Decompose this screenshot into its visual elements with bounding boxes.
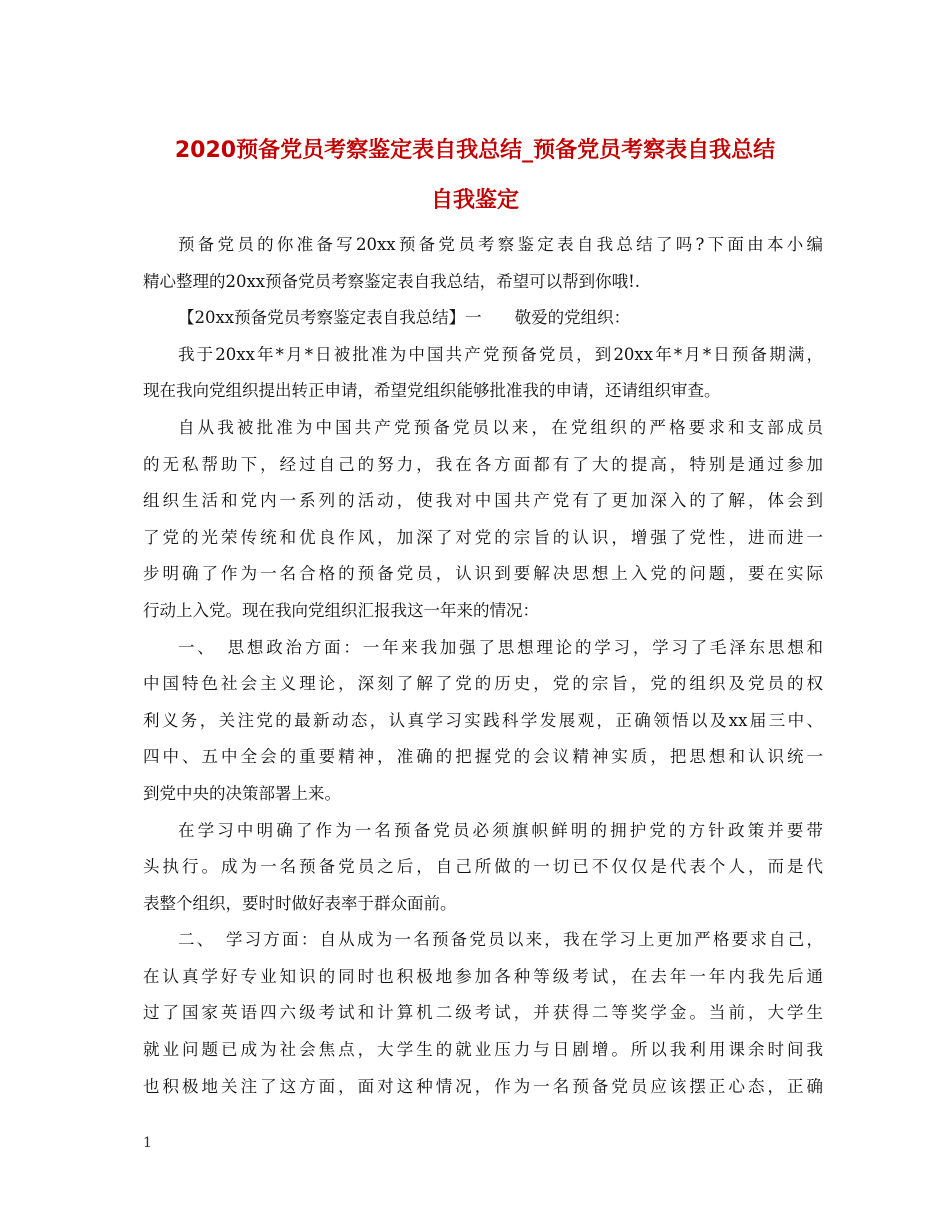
body-line: 预备党员的你准备写20xx预备党员考察鉴定表自我总结了吗?下面由本小编 — [178, 235, 823, 254]
body-line: 二、 学习方面：自从成为一名预备党员以来，我在学习上更加严格要求自己， — [178, 930, 823, 950]
body-line: 的无私帮助下，经过自己的努力，我在各方面都有了大的提高，特别是通过参加 — [143, 454, 823, 474]
body-line: 精心整理的20xx预备党员考察鉴定表自我总结，希望可以帮到你哦!. — [143, 271, 640, 291]
body-line: 利义务，关注党的最新动态，认真学习实践科学发展观，正确领悟以及xx届三中、 — [143, 710, 823, 730]
body-line: 也积极地关注了这方面，面对这种情况，作为一名预备党员应该摆正心态，正确 — [143, 1076, 823, 1096]
body-line: 了党的光荣传统和优良作风，加深了对党的宗旨的认识，增强了党性，进而进一 — [143, 527, 823, 547]
body-line: 表整个组织，要时时做好表率于群众面前。 — [143, 893, 457, 913]
body-line: 中国特色社会主义理论，深刻了解了党的历史，党的宗旨，党的组织及党员的权 — [143, 674, 823, 694]
body-line: 行动上入党。现在我向党组织汇报我这一年来的情况： — [143, 600, 539, 620]
page-number: 1 — [143, 1135, 152, 1151]
body-line: 组织生活和党内一系列的活动，使我对中国共产党有了更加深入的了解，体会到 — [143, 491, 823, 511]
document-title-line-2: 自我鉴定 — [430, 188, 519, 213]
body-line: 在学习中明确了作为一名预备党员必须旗帜鲜明的拥护党的方针政策并要带 — [178, 820, 823, 840]
body-line: 就业问题已成为社会焦点，大学生的就业压力与日剧增。所以我利用课余时间我 — [143, 1040, 823, 1060]
body-line: 头执行。成为一名预备党员之后，自己所做的一切已不仅仅是代表个人，而是代 — [143, 857, 823, 877]
body-line: 四中、五中全会的重要精神，准确的把握党的会议精神实质，把思想和认识统一 — [143, 747, 823, 767]
body-line: 到党中央的决策部署上来。 — [143, 783, 341, 803]
body-line: 【20xx预备党员考察鉴定表自我总结】一 敬爱的党组织： — [178, 308, 631, 328]
body-line: 我于20xx年*月*日被批准为中国共产党预备党员，到20xx年*月*日预备期满， — [178, 344, 823, 364]
document-title-line-1: 2020预备党员考察鉴定表自我总结_预备党员考察表自我总结 — [174, 138, 776, 163]
document-body — [143, 227, 823, 1105]
body-line: 自从我被批准为中国共产党预备党员以来，在党组织的严格要求和支部成员 — [178, 417, 823, 437]
body-line: 在认真学好专业知识的同时也积极地参加各种等级考试，在去年一年内我先后通 — [143, 966, 823, 986]
body-line: 过了国家英语四六级考试和计算机二级考试，并获得二等奖学金。当前，大学生 — [143, 1003, 823, 1023]
body-line: 现在我向党组织提出转正申请，希望党组织能够批准我的申请，还请组织审查。 — [143, 381, 721, 401]
body-line: 一、 思想政治方面：一年来我加强了思想理论的学习，学习了毛泽东思想和 — [178, 637, 823, 657]
body-line: 步明确了作为一名合格的预备党员，认识到要解决思想上入党的问题，要在实际 — [143, 564, 823, 584]
